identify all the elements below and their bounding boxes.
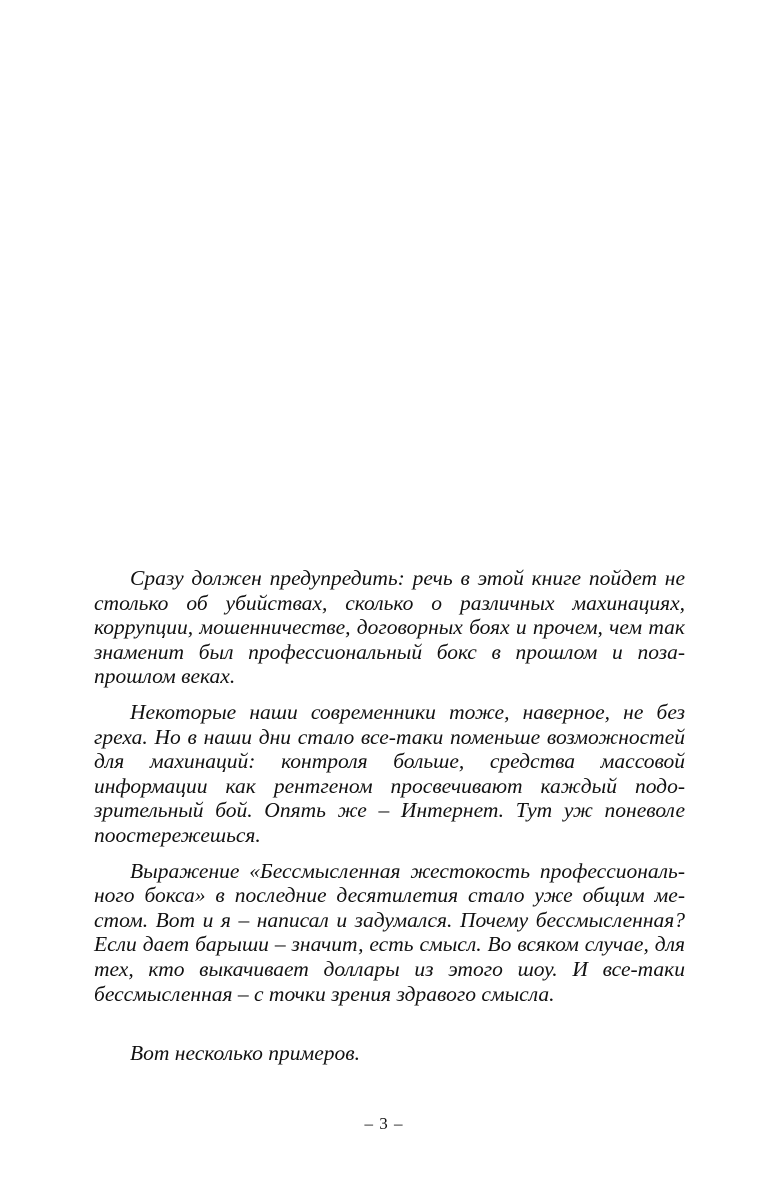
page-number: – 3 – [364, 1114, 404, 1133]
paragraph-3: Выражение «Бессмысленная жестокость профессионального бокса» в последние десятилетия стало уже общим местом. Вот и я – написал и задумался. Почему бессмысленная? Если дает барыши – значит, есть смысл. Во всяком случае, для тех, кто выкачивает доллары из этого шоу. И все-таки бессмысленная – с точки зрения здравого смысла. [94, 858, 685, 1006]
paragraph-4: Вот несколько примеров. [130, 1041, 360, 1066]
paragraph-2: Некоторые наши современники тоже, наверное, не без греха. Но в наши дни стало все-таки поменьше возможностей для махинаций: контроля больше, средства массовой информации как рентгеном просвечивают каждый подозрительный бой. Опять же – Интернет. Тут уж поневоле поостережешься. [94, 699, 685, 847]
body-text [94, 566, 685, 1066]
paragraph-1: Сразу должен предупредить: речь в этой книге пойдет не столько об убийствах, сколько о различных махинациях, коррупции, мошенничестве, договорных боях и прочем, чем так знаменит был профессиональный бокс в прошлом и позапрошлом веках. [94, 566, 685, 689]
